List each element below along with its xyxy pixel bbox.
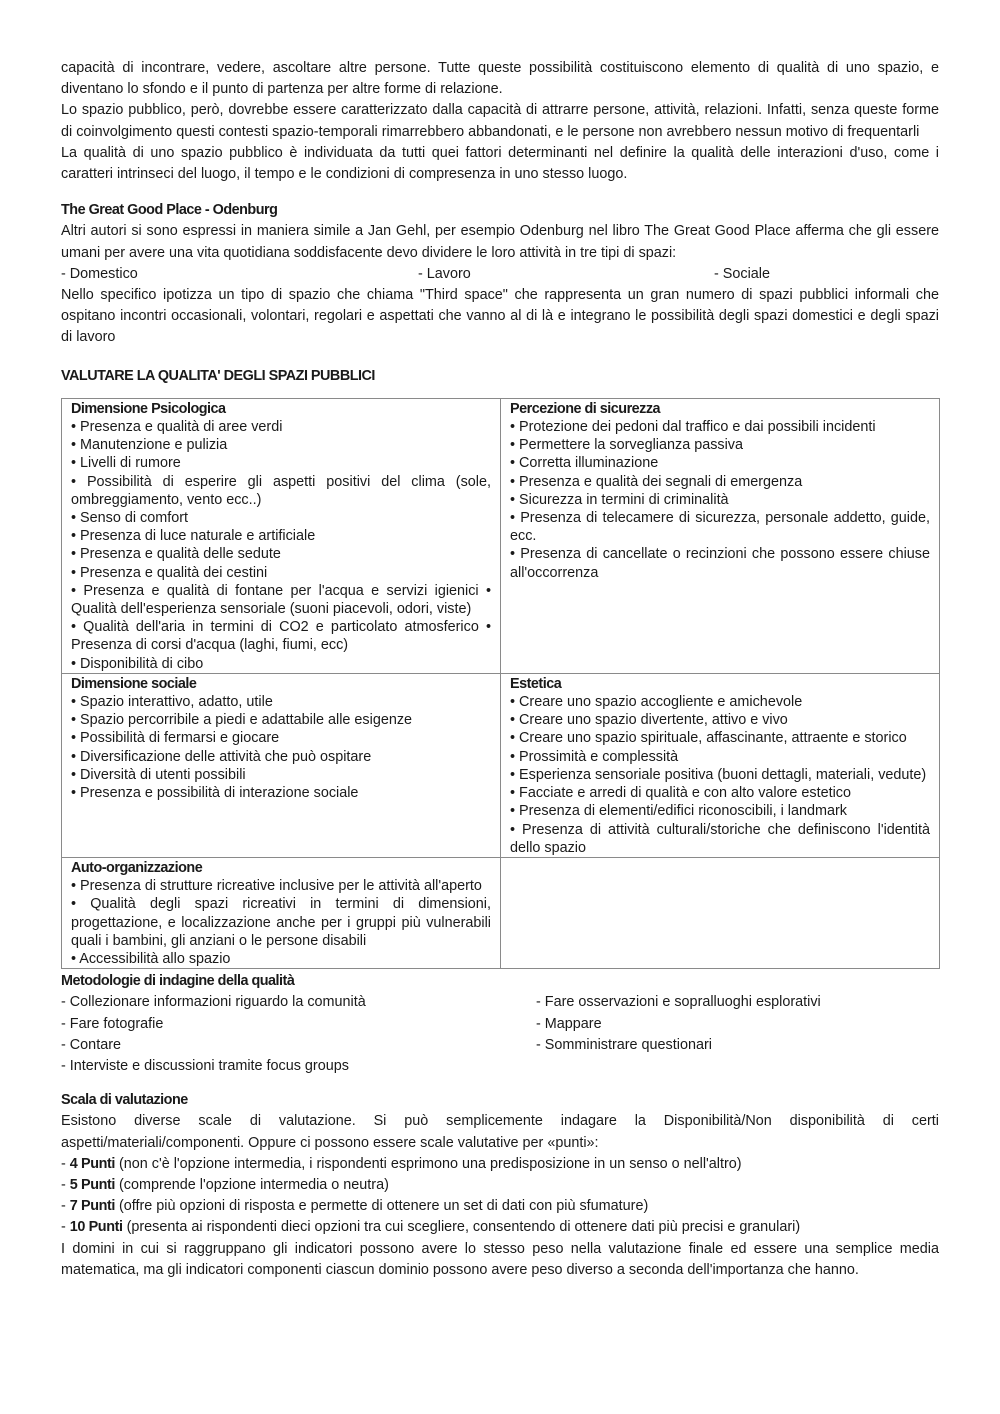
- scala-paragraph-2: I domini in cui si raggruppano gli indicatori possono avere lo stesso peso nella valutazione finale ed essere una semplice media matematica, ma gli indicatori componenti ciascun dominio possono avere peso diverso a seconda dell'importanza che hanno.: [61, 1240, 939, 1278]
- odenburg-paragraph-2: Nello specifico ipotizza un tipo di spazio che chiama "Third space" che rappresenta un gran numero di spazi pubblici informali che ospitano incontri occasionali, volontari, regolari e aspettati che vanno al di là e integrano le possibilità degli spazi domestici e degli spazi di lavoro: [61, 287, 939, 346]
- list-dash: -: [61, 1155, 70, 1172]
- list-item: • Presenza di cancellate o recinzioni che possono essere chiuse all'occorrenza: [510, 546, 930, 581]
- cell-title: Percezione di sicurezza: [510, 400, 661, 417]
- list-item: - Contare: [61, 1036, 121, 1053]
- list-item: • Presenza di strutture ricreative inclusive per le attività all'aperto: [71, 878, 482, 895]
- list-item: • Protezione dei pedoni dal traffico e dai possibili incidenti: [510, 419, 876, 436]
- scala-points-list: [61, 1154, 939, 1239]
- list-item: • Facciate e arredi di qualità e con alto valore estetico: [510, 785, 852, 802]
- list-item: • Presenza di telecamere di sicurezza, personale addetto, guide, ecc.: [510, 510, 930, 545]
- list-item: • Creare uno spazio accogliente e amichevole: [510, 694, 803, 711]
- list-item: • Presenza e qualità dei cestini: [71, 564, 268, 581]
- table-row: [62, 673, 940, 857]
- list-item: - Fare fotografie: [61, 1015, 164, 1032]
- point-label: 4 Punti: [69, 1155, 115, 1172]
- cell-title: Dimensione sociale: [71, 675, 197, 692]
- list-dash: -: [61, 1198, 70, 1215]
- space-type-domestico: - Domestico: [61, 265, 138, 282]
- intro-paragraph-1: capacità di incontrare, vedere, ascoltare altre persone. Tutte queste possibilità costituiscono elemento di qualità di uno spazio, e diventano lo sfondo e il punto di partenza per altre forme di relazione.: [61, 60, 939, 98]
- cell-auto-organizzazione: [62, 857, 501, 968]
- list-item: • Corretta illuminazione: [510, 455, 659, 472]
- scala-paragraph-1: Esistono diverse scale di valutazione. Si può semplicemente indagare la Disponibilità/Non disponibilità di certi aspetti/materiali/componenti. Oppure ci possono essere scale valutative per «punti»:: [61, 1113, 939, 1151]
- odenburg-paragraph-1: Altri autori si sono espressi in maniera simile a Jan Gehl, per esempio Odenburg nel libro The Great Good Place afferma che gli essere umani per avere una vita quotidiana soddisfacente devo dividere le loro attività in tre tipi di spazi:: [61, 223, 939, 261]
- list-item: • Livelli di rumore: [71, 455, 181, 472]
- list-item: • Possibilità di esperire gli aspetti positivi del clima (sole, ombreggiamento, vento ecc..): [71, 473, 491, 508]
- point-desc: (offre più opzioni di risposta e permette di ottenere un set di dati con più sfumature): [114, 1198, 649, 1215]
- list-item: • Presenza e possibilità di interazione sociale: [71, 785, 359, 802]
- list-item: • Creare uno spazio spirituale, affascinante, attraente e storico: [510, 730, 907, 747]
- list-item: [61, 1196, 939, 1217]
- list-item: • Spazio interattivo, adatto, utile: [71, 694, 273, 711]
- cell-psicologica: [62, 398, 501, 673]
- list-item: • Presenza di luce naturale e artificiale: [71, 528, 316, 545]
- quality-table: [61, 398, 940, 969]
- intro-paragraph-2: Lo spazio pubblico, però, dovrebbe essere caratterizzato dalla capacità di attrarre persone, attività, relazioni. Infatti, senza queste forme di coinvolgimento questi contesti spazio-temporali rimarrebbero abbandonati, e le persone non avrebbero nessun motivo di frequentarli: [61, 102, 939, 140]
- list-item: [61, 1217, 939, 1238]
- cell-title: Estetica: [510, 675, 562, 692]
- list-item: - Fare osservazioni e sopralluoghi esplorativi: [536, 994, 821, 1011]
- scala-heading: Scala di valutazione: [61, 1092, 188, 1109]
- list-item: • Presenza e qualità di aree verdi: [71, 419, 283, 436]
- list-item: • Manutenzione e pulizia: [71, 437, 228, 454]
- list-item: • Presenza di attività culturali/storiche che definiscono l'identità dello spazio: [510, 821, 930, 856]
- list-item: • Diversità di utenti possibili: [71, 766, 246, 783]
- point-label: 5 Punti: [69, 1176, 115, 1193]
- list-item: - Mappare: [536, 1015, 602, 1032]
- list-item: • Creare uno spazio divertente, attivo e vivo: [510, 712, 788, 729]
- point-desc: (presenta ai rispondenti dieci opzioni tra cui scegliere, consentendo di ottenere dati più precisi e granulari): [122, 1219, 801, 1236]
- list-item: [61, 1175, 939, 1196]
- list-item: • Spazio percorribile a piedi e adattabile alle esigenze: [71, 712, 413, 729]
- list-item: • Accessibilità allo spazio: [71, 950, 231, 967]
- document-page: [61, 58, 939, 1281]
- metodologie-list: [61, 992, 939, 1077]
- list-item: • Diversificazione delle attività che può ospitare: [71, 748, 372, 765]
- table-row: [62, 398, 940, 673]
- list-item: - Somministrare questionari: [536, 1036, 712, 1053]
- list-item: • Qualità dell'aria in termini di CO2 e particolato atmosferico • Presenza di corsi d'acqua (laghi, fiumi, ecc): [71, 619, 491, 654]
- odenburg-heading: The Great Good Place - Odenburg: [61, 202, 278, 219]
- list-item: [61, 1154, 939, 1175]
- list-item: • Esperienza sensoriale positiva (buoni dettagli, materiali, vedute): [510, 766, 927, 783]
- list-item: • Qualità degli spazi ricreativi in termini di dimensioni, progettazione, e localizzazione anche per i gruppi più vulnerabili quali i bambini, gli anziani o le persone disabili: [71, 896, 491, 949]
- valutare-heading: VALUTARE LA QUALITA' DEGLI SPAZI PUBBLICI: [61, 367, 375, 384]
- cell-sociale: [62, 673, 501, 857]
- list-item: • Disponibilità di cibo: [71, 655, 204, 672]
- list-item: • Sicurezza in termini di criminalità: [510, 491, 729, 508]
- list-dash: -: [61, 1176, 70, 1193]
- point-desc: (non c'è l'opzione intermedia, i rispondenti esprimono una predisposizione in un senso o nell'altro): [114, 1155, 742, 1172]
- list-item: • Permettere la sorveglianza passiva: [510, 437, 743, 454]
- intro-paragraph-3: La qualità di uno spazio pubblico è individuata da tutti quei fattori determinanti nel definire la qualità delle interazioni d'uso, come i caratteri intrinseci del luogo, il tempo e le condizioni di compresenza in uno stesso luogo.: [61, 144, 939, 183]
- space-type-sociale: - Sociale: [714, 265, 770, 282]
- cell-empty: [501, 857, 940, 968]
- list-dash: -: [61, 1219, 70, 1236]
- list-item: • Senso di comfort: [71, 510, 189, 527]
- space-type-lavoro: - Lavoro: [418, 265, 471, 282]
- list-item: - Interviste e discussioni tramite focus groups: [61, 1057, 349, 1074]
- list-item: • Presenza e qualità delle sedute: [71, 546, 281, 563]
- list-item: • Presenza di elementi/edifici riconoscibili, i landmark: [510, 803, 847, 820]
- space-types: [61, 264, 939, 285]
- cell-title: Dimensione Psicologica: [71, 400, 226, 417]
- metodologie-heading: Metodologie di indagine della qualità: [61, 973, 295, 990]
- cell-title: Auto-organizzazione: [71, 859, 203, 876]
- cell-estetica: [501, 673, 940, 857]
- table-row: [62, 857, 940, 968]
- list-item: • Prossimità e complessità: [510, 748, 679, 765]
- point-label: 10 Punti: [69, 1219, 123, 1236]
- list-item: • Possibilità di fermarsi e giocare: [71, 730, 280, 747]
- point-desc: (comprende l'opzione intermedia o neutra): [114, 1176, 389, 1193]
- cell-sicurezza: [501, 398, 940, 673]
- list-item: • Presenza e qualità di fontane per l'acqua e servizi igienici • Qualità dell'esperienza sensoriale (suoni piacevoli, odori, viste): [71, 582, 491, 618]
- list-item: - Collezionare informazioni riguardo la comunità: [61, 994, 366, 1011]
- point-label: 7 Punti: [69, 1198, 115, 1215]
- list-item: • Presenza e qualità dei segnali di emergenza: [510, 473, 803, 490]
